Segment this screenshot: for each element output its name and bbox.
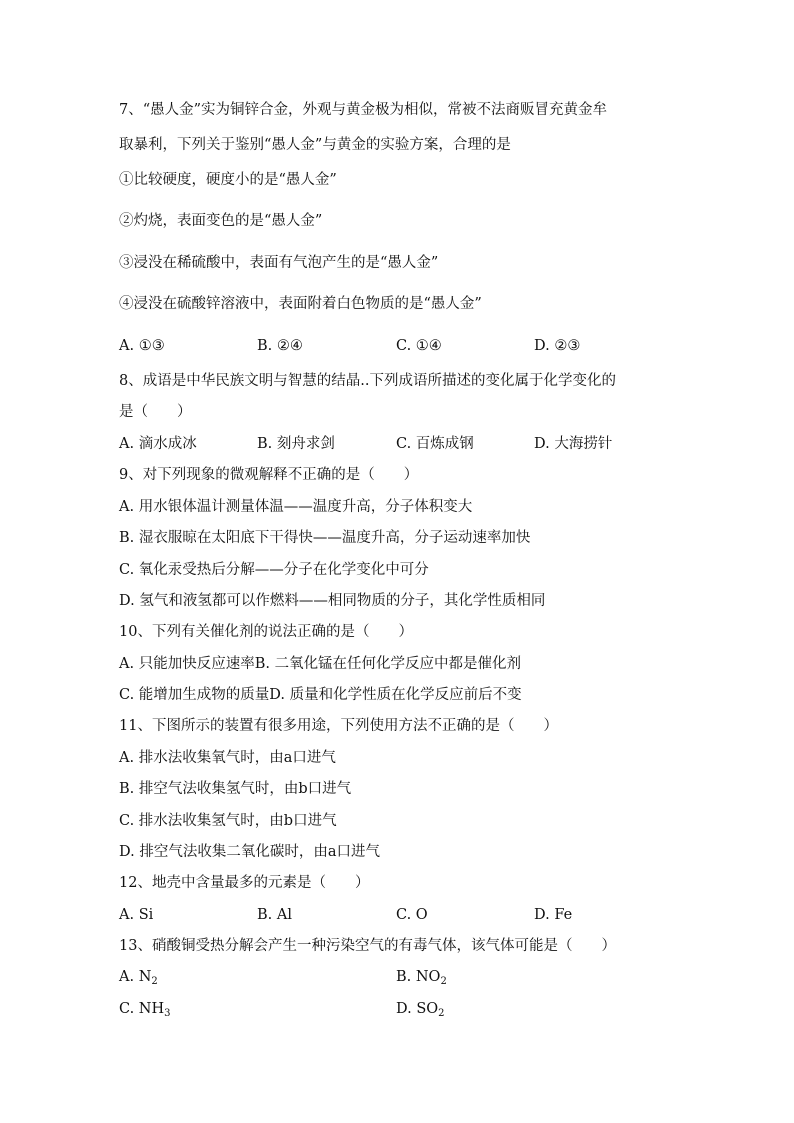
q7-item-1: ①比较硬度，硬度小的是“愚人金” xyxy=(119,172,337,188)
q12-option-a[interactable]: A. Si xyxy=(119,907,154,923)
q8-options xyxy=(119,434,719,454)
q13-option-b-subscript: 2 xyxy=(440,976,447,987)
q10-stem: 10、下列有关催化剂的说法正确的是（ ） xyxy=(119,624,413,640)
q9-option-c[interactable]: C. 氧化汞受热后分解——分子在化学变化中可分 xyxy=(119,562,429,578)
q13-option-c-subscript: 3 xyxy=(164,1008,171,1019)
q13-stem: 13、硝酸铜受热分解会产生一种污染空气的有毒气体，该气体可能是（ ） xyxy=(119,938,616,954)
q7-stem-line-2: 取暴利，下列关于鉴别“愚人金”与黄金的实验方案，合理的是 xyxy=(119,137,511,153)
q10-options-line-2[interactable]: C. 能增加生成物的质量D. 质量和化学性质在化学反应前后不变 xyxy=(119,687,522,703)
q8-option-b[interactable]: B. 刻舟求剑 xyxy=(257,436,335,452)
q12-option-c[interactable]: C. O xyxy=(396,907,428,923)
q11-option-d[interactable]: D. 排空气法收集二氧化碳时，由a口进气 xyxy=(119,844,380,860)
q13-option-c[interactable] xyxy=(119,999,171,1024)
q7-item-4: ④浸没在硫酸锌溶液中，表面附着白色物质的是“愚人金” xyxy=(119,296,482,312)
q11-option-a[interactable]: A. 排水法收集氧气时，由a口进气 xyxy=(119,750,336,766)
q12-options xyxy=(119,905,719,925)
q7-options xyxy=(119,336,719,356)
q13-option-b[interactable] xyxy=(396,967,447,992)
q7-item-3: ③浸没在稀硫酸中，表面有气泡产生的是“愚人金” xyxy=(119,255,439,271)
q8-option-a[interactable]: A. 滴水成冰 xyxy=(119,436,197,452)
q7-item-2: ②灼烧，表面变色的是“愚人金” xyxy=(119,213,323,229)
q13-option-d-subscript: 2 xyxy=(438,1008,445,1019)
q9-option-d[interactable]: D. 氢气和液氢都可以作燃料——相同物质的分子，其化学性质相同 xyxy=(119,593,546,609)
q13-option-c-text: C. NH xyxy=(119,1001,165,1017)
q9-stem: 9、对下列现象的微观解释不正确的是（ ） xyxy=(119,467,419,483)
q7-option-b[interactable]: B. ②④ xyxy=(257,338,303,354)
q8-stem-line-1: 8、成语是中华民族文明与智慧的结晶..下列成语所描述的变化属于化学变化的 xyxy=(119,373,616,389)
q12-option-b[interactable]: B. Al xyxy=(257,907,292,923)
q13-options-row-2 xyxy=(119,999,719,1021)
q13-option-a-subscript: 2 xyxy=(151,976,158,987)
q13-option-a-text: A. N xyxy=(119,969,152,985)
q11-option-b[interactable]: B. 排空气法收集氢气时，由b口进气 xyxy=(119,781,352,797)
q8-stem-line-2: 是（ ） xyxy=(119,404,192,420)
q7-option-a[interactable]: A. ①③ xyxy=(119,338,165,354)
q7-option-d[interactable]: D. ②③ xyxy=(534,338,581,354)
q7-option-c[interactable]: C. ①④ xyxy=(396,338,442,354)
q13-option-d[interactable] xyxy=(396,999,445,1024)
q11-option-c[interactable]: C. 排水法收集氢气时，由b口进气 xyxy=(119,813,337,829)
q9-option-a[interactable]: A. 用水银体温计测量体温——温度升高，分子体积变大 xyxy=(119,499,473,515)
q9-option-b[interactable]: B. 湿衣服晾在太阳底下干得快——温度升高，分子运动速率加快 xyxy=(119,530,531,546)
q13-option-b-text: B. NO xyxy=(396,969,441,985)
q12-option-d[interactable]: D. Fe xyxy=(534,907,573,923)
q11-stem: 11、下图所示的装置有很多用途，下列使用方法不正确的是（ ） xyxy=(119,718,558,734)
q13-option-a[interactable] xyxy=(119,967,158,992)
q12-stem: 12、地壳中含量最多的元素是（ ） xyxy=(119,875,370,891)
q13-options-row-1 xyxy=(119,967,719,989)
q7-stem-line-1: 7、“愚人金”实为铜锌合金，外观与黄金极为相似，常被不法商贩冒充黄金牟 xyxy=(119,102,608,118)
q13-option-d-text: D. SO xyxy=(396,1001,439,1017)
q8-option-c[interactable]: C. 百炼成钢 xyxy=(396,436,474,452)
q8-option-d[interactable]: D. 大海捞针 xyxy=(534,436,613,452)
q10-options-line-1[interactable]: A. 只能加快反应速率B. 二氧化锰在任何化学反应中都是催化剂 xyxy=(119,656,522,672)
